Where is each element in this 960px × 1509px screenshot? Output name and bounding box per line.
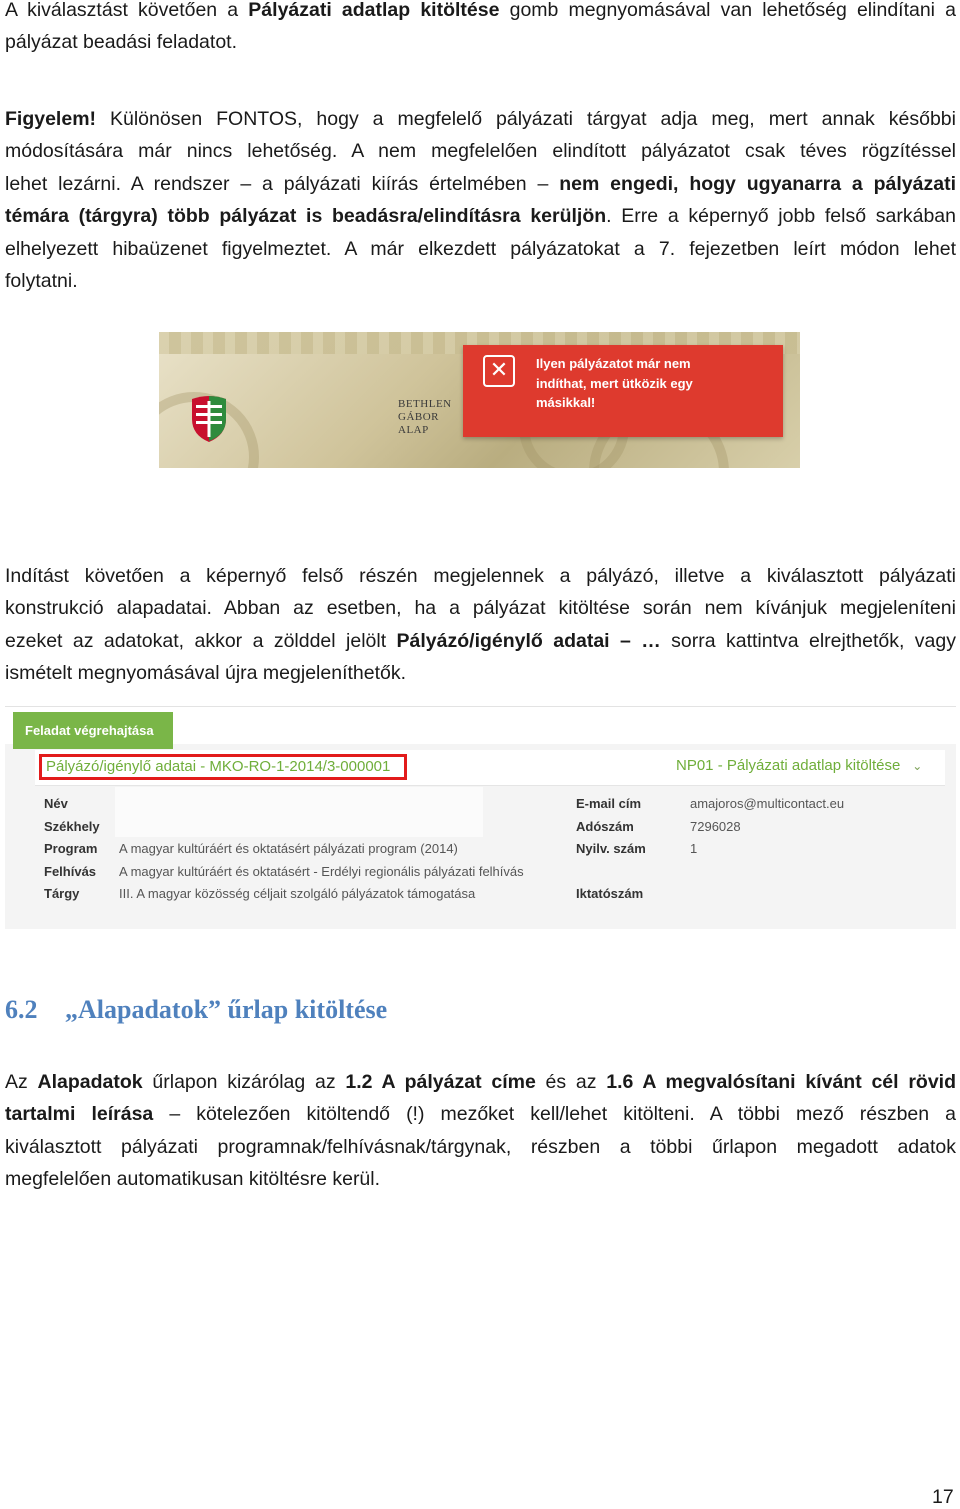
error-message: Ilyen pályázatot már nem indíthat, mert ütközik egy másikkal! xyxy=(536,356,693,410)
text-line: pályázat beadási feladatot. xyxy=(5,31,238,54)
value-tax-number: 7296028 xyxy=(690,819,741,834)
label-seat: Székhely xyxy=(44,819,100,834)
text-line: kiválasztott pályázati programnak/felhívásnak/tárgynak, részben a többi űrlapon megadott adatok xyxy=(5,1135,956,1158)
text-line: ezeket az adatokat, akkor a zölddel jelölt Pályázó/igénylő adatai – … sorra kattintva elrejthetők, vagy xyxy=(5,629,956,652)
warning-paragraph xyxy=(5,103,956,297)
intro-paragraph xyxy=(5,0,956,59)
highlight-box xyxy=(39,754,407,780)
label-program: Program xyxy=(44,841,98,856)
section-heading xyxy=(5,995,387,1025)
text-line: módosítására már nincs lehetőség. A nem megfelelően elindított pályázatot csak téves rögzítéssel xyxy=(5,140,956,163)
text-line: megfelelően automatikusan kitöltésre kerül. xyxy=(5,1168,381,1191)
text-line: témára (tárgyra) több pályázat is beadásra/elindításra kerüljön. Erre a képernyő jobb felső sarkában xyxy=(5,205,956,228)
redacted-area xyxy=(115,787,483,837)
text-line: lehet lezárni. A rendszer – a pályázati kiírás értelmében – nem engedi, hogy ugyanarra a pályázati xyxy=(5,172,957,195)
label-filing-number: Iktatószám xyxy=(576,886,644,901)
label-subject: Tárgy xyxy=(44,886,80,901)
text-line: A kiválasztást követően a Pályázati adatlap kitöltése gomb megnyomásával van lehetőség elindítani a xyxy=(5,0,957,21)
label-name: Név xyxy=(44,796,68,811)
text-line: elhelyezett hibaüzenet figyelmeztet. A már elkezdett pályázatokat a 7. fejezetben leírt módon lehet xyxy=(5,237,956,260)
value-program: A magyar kultúráért és oktatásért pályázati program (2014) xyxy=(119,841,458,856)
value-subject: III. A magyar közösség céljait szolgáló pályázatok támogatása xyxy=(119,886,476,901)
label-registry-number: Nyilv. szám xyxy=(576,841,646,856)
info-paragraph xyxy=(5,560,956,690)
applicant-panel-screenshot xyxy=(5,706,956,929)
bethlen-gabor-logo-icon xyxy=(188,393,230,443)
value-registry-number: 1 xyxy=(690,841,698,856)
form-selector[interactable]: NP01 - Pályázati adatlap kitöltése ⌄ xyxy=(676,757,923,774)
text-line: Az Alapadatok űrlapon kizárólag az 1.2 A pályázat címe és az 1.6 A megvalósítani kívánt cél rövid xyxy=(5,1071,956,1093)
chevron-down-icon: ⌄ xyxy=(912,759,923,773)
label-email: E-mail cím xyxy=(576,796,642,811)
text-line: folytatni. xyxy=(5,270,78,293)
section-title: „Alapadatok” űrlap kitöltése xyxy=(65,995,388,1024)
logo-text: BETHLEN GÁBOR ALAP xyxy=(398,398,452,436)
value-call: A magyar kultúráért és oktatásért - Erdélyi regionális pályázati felhívás xyxy=(119,864,524,879)
text-line: Indítást követően a képernyő felső részén megjelennek a pályázó, illetve a kiválasztott pályázati xyxy=(5,565,956,587)
close-icon[interactable]: ✕ xyxy=(483,355,515,387)
page-number: 17 xyxy=(932,1486,954,1508)
tab-task-execution[interactable]: Feladat végrehajtása xyxy=(13,712,173,749)
value-email: amajoros@multicontact.eu xyxy=(690,796,845,811)
text-line: tartalmi leírása – kötelezően kitöltendő (!) mezőket kell/lehet kitölteni. A többi mező részben a xyxy=(5,1103,956,1126)
text-line: konstrukció alapadatai. Abban az esetben, ha a pályázat kitöltése során nem kívánjuk megjeleníteni xyxy=(5,597,956,620)
text-line: Figyelem! Különösen FONTOS, hogy a megfelelő pályázati tárgyat adja meg, mert annak későbbi xyxy=(5,108,956,130)
label-tax-number: Adószám xyxy=(576,819,634,834)
error-notification xyxy=(463,345,783,437)
section-number: 6.2 xyxy=(5,995,38,1024)
form-paragraph xyxy=(5,1066,956,1196)
label-call: Felhívás xyxy=(44,864,97,879)
text-line: ismételt megnyomásával újra megjeleníthetők. xyxy=(5,662,407,685)
applicant-data-toggle[interactable]: Pályázó/igénylő adatai - MKO-RO-1-2014/3-000001 xyxy=(46,758,391,775)
